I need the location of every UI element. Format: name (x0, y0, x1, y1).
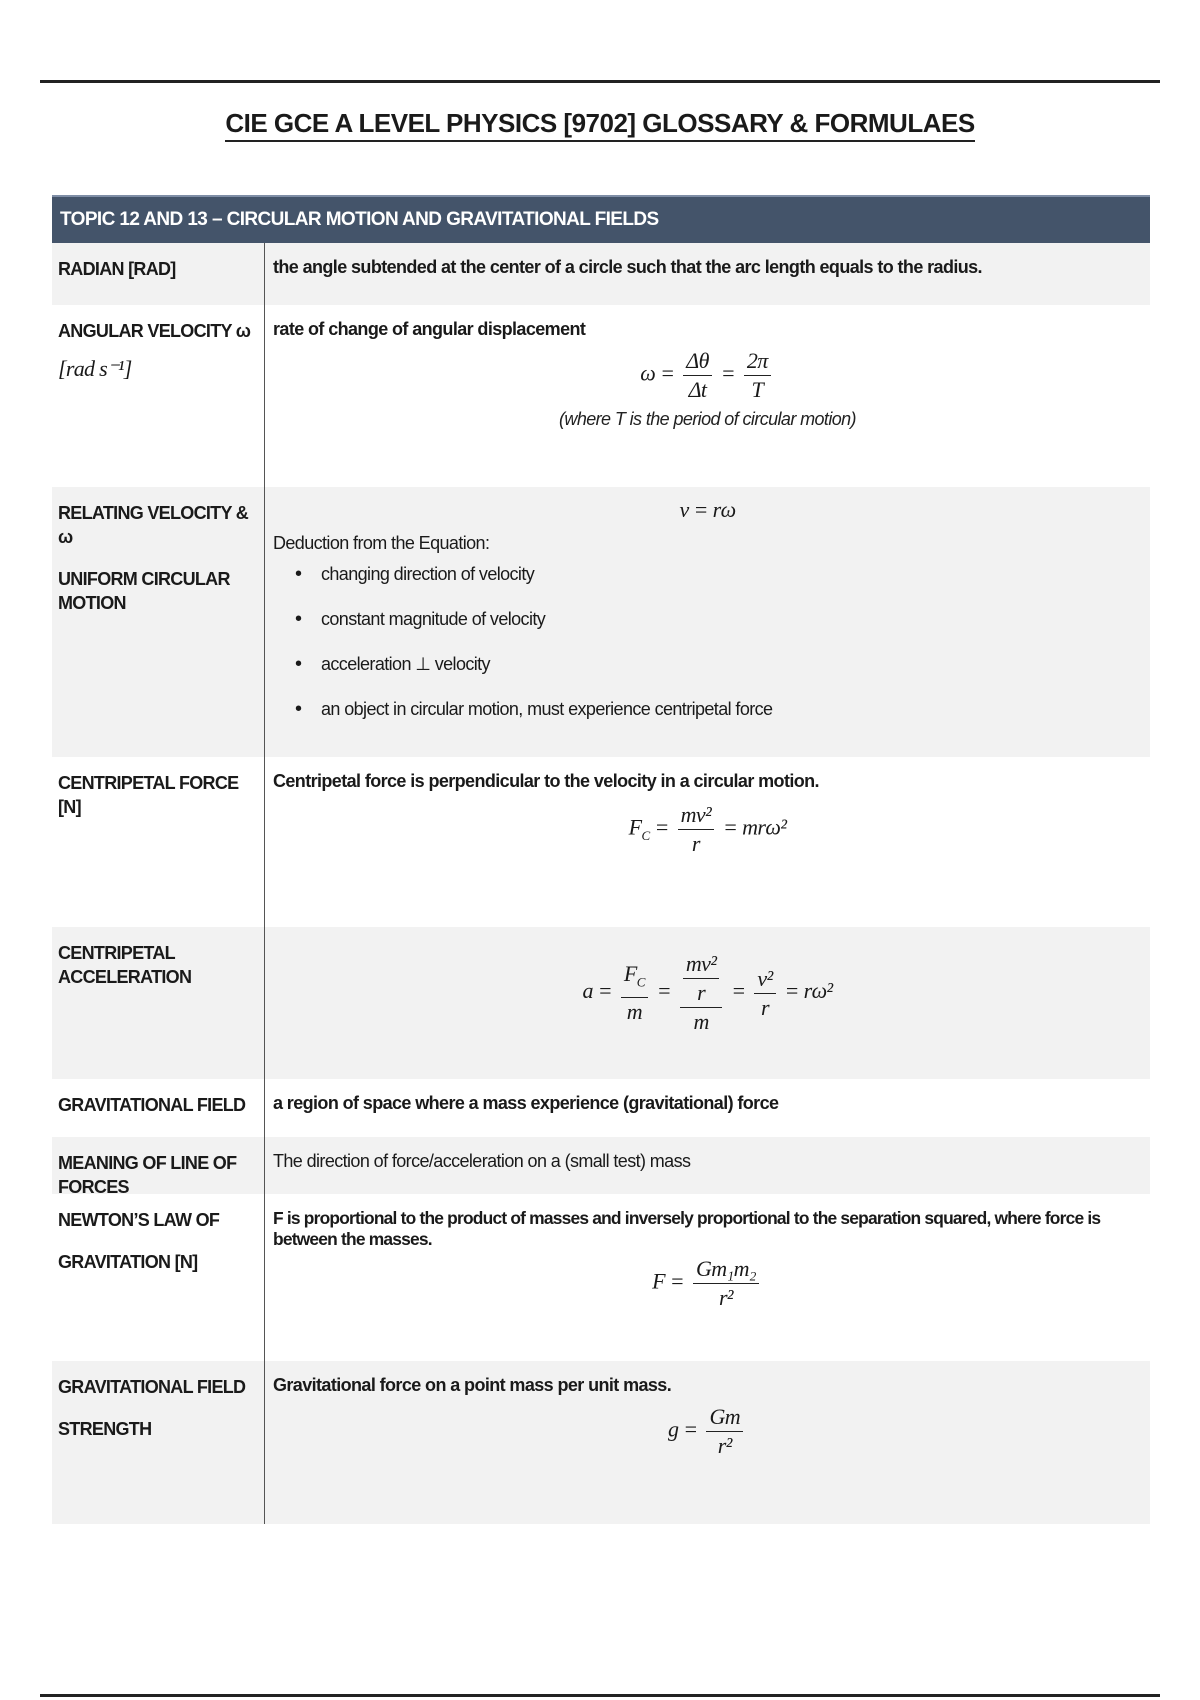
definition-line-of-forces (265, 1137, 1150, 1194)
fraction (621, 961, 648, 1024)
list-item: • an object in circular motion, must experience centripetal force (321, 697, 1142, 721)
term-label: CENTRIPETAL ACCELERATION (58, 943, 192, 987)
table-row-relating-velocity (52, 487, 1150, 757)
formula-lhs: ω = (640, 360, 675, 386)
fraction (693, 1256, 759, 1311)
table-row-angular-velocity (52, 305, 1150, 487)
formula-caption: (where T is the period of circular motion) (559, 409, 856, 429)
formula-subscript: C (641, 827, 650, 843)
formula-lhs: g = (667, 1416, 698, 1442)
term-label: GRAVITATIONAL FIELD (58, 1377, 246, 1397)
numerator: 2π (744, 348, 771, 376)
formula-centripetal-acceleration (273, 951, 1142, 1035)
denominator: m (693, 1009, 709, 1034)
equals-sign: = (731, 978, 746, 1004)
term-angular-velocity (52, 305, 265, 487)
definition-text: rate of change of angular displacement (273, 319, 586, 339)
numerator-subscript: C (636, 974, 645, 990)
numerator-symbol: F (623, 961, 637, 987)
fraction (744, 348, 771, 403)
term-label: GRAVITATIONAL FIELD (58, 1095, 246, 1115)
table-row-newtons-law (52, 1194, 1150, 1361)
list-item: • changing direction of velocity (321, 562, 1142, 586)
formula-angular-velocity (273, 348, 1142, 403)
denominator: r² (718, 1285, 733, 1310)
fraction (683, 348, 712, 403)
equals-sign: = (656, 978, 671, 1004)
numerator: mv² (678, 802, 714, 830)
page-title-text: CIE GCE A LEVEL PHYSICS [9702] GLOSSARY & FORMULAES (225, 108, 974, 142)
equals-sign: = (720, 360, 735, 386)
term-label-2: STRENGTH (58, 1419, 152, 1439)
numerator (680, 951, 722, 1008)
term-radian (52, 243, 265, 305)
formula-rhs: = mrω² (723, 814, 787, 840)
definition-text: F is proportional to the product of masses and inversely proportional to the separation squared, where force is between the masses. (273, 1208, 1101, 1249)
formula-field-strength (273, 1404, 1142, 1459)
term-label-2: UNIFORM CIRCULAR MOTION (58, 569, 230, 613)
table-row-centripetal-force (52, 757, 1150, 927)
denominator: r (761, 994, 769, 1020)
definition-angular-velocity (265, 305, 1150, 487)
denominator: T (751, 377, 764, 402)
table-row-radian (52, 243, 1150, 305)
table-row-centripetal-acceleration (52, 927, 1150, 1079)
term-field-strength (52, 1361, 265, 1524)
term-gravitational-field (52, 1079, 265, 1137)
inner-numerator: mv² (683, 951, 719, 979)
list-item: • constant magnitude of velocity (321, 607, 1142, 631)
definition-field-strength (265, 1361, 1150, 1524)
table-row-field-strength (52, 1361, 1150, 1524)
term-label-2: GRAVITATION [N] (58, 1252, 198, 1272)
numerator: Gm (706, 1404, 743, 1432)
denominator: r² (717, 1433, 732, 1458)
denominator: r (691, 831, 700, 856)
denominator: Δt (688, 377, 707, 402)
unit-label: [rad s⁻¹] (58, 356, 132, 381)
inner-denominator: r (697, 980, 706, 1005)
topic-header: TOPIC 12 AND 13 – CIRCULAR MOTION AND GRAVITATIONAL FIELDS (52, 195, 1150, 243)
compound-fraction (680, 951, 722, 1035)
definition-newtons-law (265, 1194, 1150, 1361)
definition-text: Centripetal force is perpendicular to the velocity in a circular motion. (273, 771, 819, 791)
table-row-gravitational-field (52, 1079, 1150, 1137)
term-label: CENTRIPETAL FORCE [N] (58, 773, 239, 817)
definition-centripetal-acceleration (265, 927, 1150, 1079)
term-line-of-forces (52, 1137, 265, 1197)
definition-centripetal-force (265, 757, 1150, 927)
formula-v-equals-r-omega: v = rω (679, 497, 736, 522)
glossary-table (52, 195, 1150, 1524)
top-rule (40, 80, 1160, 83)
formula-lhs: a = (582, 978, 612, 1004)
definition-text: a region of space where a mass experience (gravitational) force (273, 1093, 779, 1113)
definition-relating-velocity (265, 487, 1150, 757)
formula-centripetal-force (273, 802, 1142, 857)
inner-fraction (683, 951, 719, 1006)
fraction (754, 966, 775, 1021)
term-centripetal-force (52, 757, 265, 927)
formula-rhs: = rω² (784, 978, 833, 1004)
term-label: RELATING VELOCITY & ω (58, 503, 249, 547)
page-title (0, 108, 1200, 139)
numerator: Gm₁m₂ (693, 1256, 759, 1284)
formula-newtons-law (273, 1256, 1142, 1311)
deduction-label: Deduction from the Equation: (273, 533, 490, 553)
equals-sign: = (654, 814, 669, 840)
definition-text: The direction of force/acceleration on a (small test) mass (273, 1151, 691, 1171)
denominator: m (626, 998, 643, 1024)
fraction (678, 802, 714, 857)
formula-lhs: F = (652, 1268, 685, 1294)
term-label: RADIAN [RAD] (58, 259, 176, 279)
term-label: ANGULAR VELOCITY ω (58, 321, 251, 341)
term-relating-velocity (52, 487, 265, 757)
definition-text: Gravitational force on a point mass per unit mass. (273, 1375, 672, 1395)
term-centripetal-acceleration (52, 927, 265, 1079)
bottom-rule (40, 1694, 1160, 1697)
definition-gravitational-field (265, 1079, 1150, 1137)
term-newtons-law (52, 1194, 265, 1361)
list-item: • acceleration ⊥ velocity (321, 652, 1142, 676)
definition-radian (265, 243, 1150, 305)
table-row-line-of-forces (52, 1137, 1150, 1197)
numerator: v² (754, 966, 775, 994)
definition-text: the angle subtended at the center of a circle such that the arc length equals to the radius. (273, 257, 982, 277)
formula-lhs: F (628, 814, 642, 840)
term-label: MEANING OF LINE OF FORCES (58, 1153, 237, 1197)
term-label: NEWTON’S LAW OF (58, 1210, 220, 1230)
numerator: Δθ (683, 348, 712, 376)
numerator (621, 961, 648, 997)
deduction-list (273, 562, 1142, 721)
fraction (706, 1404, 743, 1459)
